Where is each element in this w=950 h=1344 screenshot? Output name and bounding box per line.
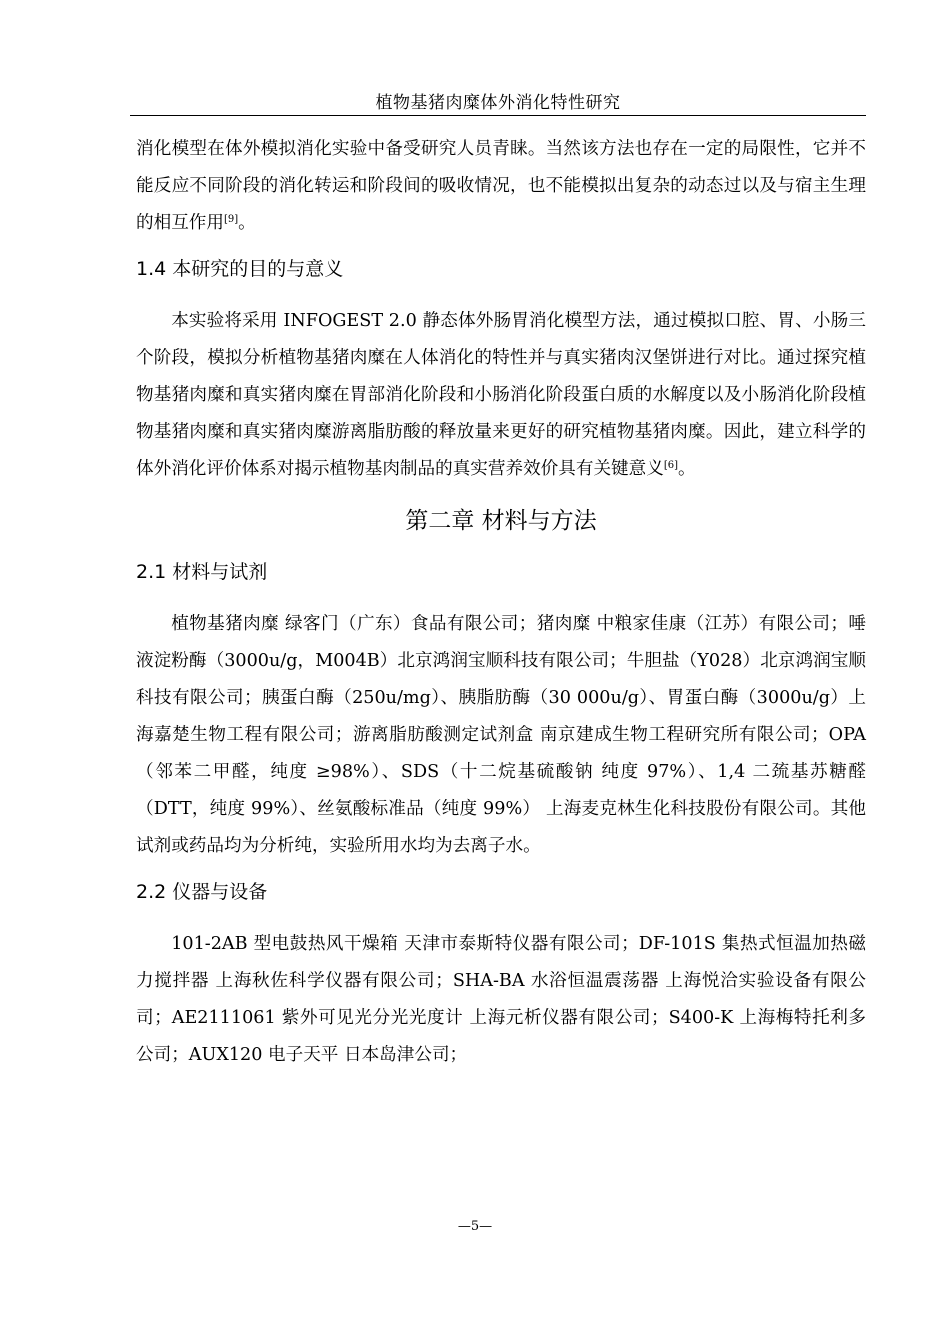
header-rule (130, 115, 866, 116)
section-1-4-text: 本实验将采用 INFOGEST 2.0 静态体外肠胃消化模型方法，通过模拟口腔、胃、小肠三个阶段，模拟分析植物基猪肉糜在人体消化的特性并与真实猪肉汉堡饼进行对比。通过探究植物基猪肉糜和真实猪肉糜在胃部消化阶段和小肠消化阶段蛋白质的水解度以及小肠消化阶段植物基猪肉糜和真实猪肉糜游离脂肪酸的释放量来更好的研究植物基猪肉糜。因此，建立科学的体外消化评价体系对揭示植物基肉制品的真实营养效价具有关键意义 (136, 311, 866, 479)
citation: [6] (663, 460, 678, 471)
running-header: 植物基猪肉糜体外消化特性研究 (375, 93, 621, 113)
citation: [9] (223, 214, 239, 225)
chapter-title: 第二章 材料与方法 (405, 508, 597, 534)
intro-paragraph (136, 131, 866, 242)
section-2-2-paragraph: 101-2AB 型电鼓热风干燥箱 天津市泰斯特仪器有限公司；DF-101S 集热式恒温加热磁力搅拌器 上海秋佐科学仪器有限公司；SHA-BA 水浴恒温震荡器 上海悦洽实验设备有限公司；AE2111061 紫外可见光分光光度计 上海元析仪器有限公司；S400-K 上海梅特托利多公司；AUX120 电子天平 日本岛津公司； (136, 934, 866, 1065)
intro-text: 消化模型在体外模拟消化实验中备受研究人员青睐。当然该方法也存在一定的局限性，它并不能反应不同阶段的消化转运和阶段间的吸收情况，也不能模拟出复杂的动态过以及与宿主生理的相互作用 (136, 139, 866, 233)
section-heading-2-1: 2.1 材料与试剂 (136, 561, 268, 583)
intro-end: 。 (238, 213, 256, 233)
page-number: —5— (457, 1219, 493, 1234)
section-2-1-paragraph: 植物基猪肉糜 绿客门（广东）食品有限公司；猪肉糜 中粮家佳康（江苏）有限公司；唾液淀粉酶（3000u/g，M004B）北京鸿润宝顺科技有限公司；牛胆盐（Y028）北京鸿润宝顺科技有限公司；胰蛋白酶（250u/mg）、胰脂肪酶（30 000u/g）、胃蛋白酶（3000u/g）上海嘉楚生物工程有限公司；游离脂肪酸测定试剂盒 南京建成生物工程研究所有限公司；OPA（邻苯二甲醛，纯度 ≥98%）、SDS（十二烷基硫酸钠 纯度 97%）、1,4 二巯基苏糖醛（DTT，纯度 99%）、丝氨酸标准品（纯度 99%） 上海麦克林生化科技股份有限公司。其他试剂或药品均为分析纯，实验所用水均为去离子水。 (136, 614, 866, 856)
section-1-4-paragraph (136, 303, 866, 488)
section-heading-1-4: 1.4 本研究的目的与意义 (136, 258, 344, 280)
section-heading-2-2: 2.2 仪器与设备 (136, 881, 268, 903)
section-1-4-end: 。 (678, 459, 696, 479)
page-body (136, 131, 866, 1074)
